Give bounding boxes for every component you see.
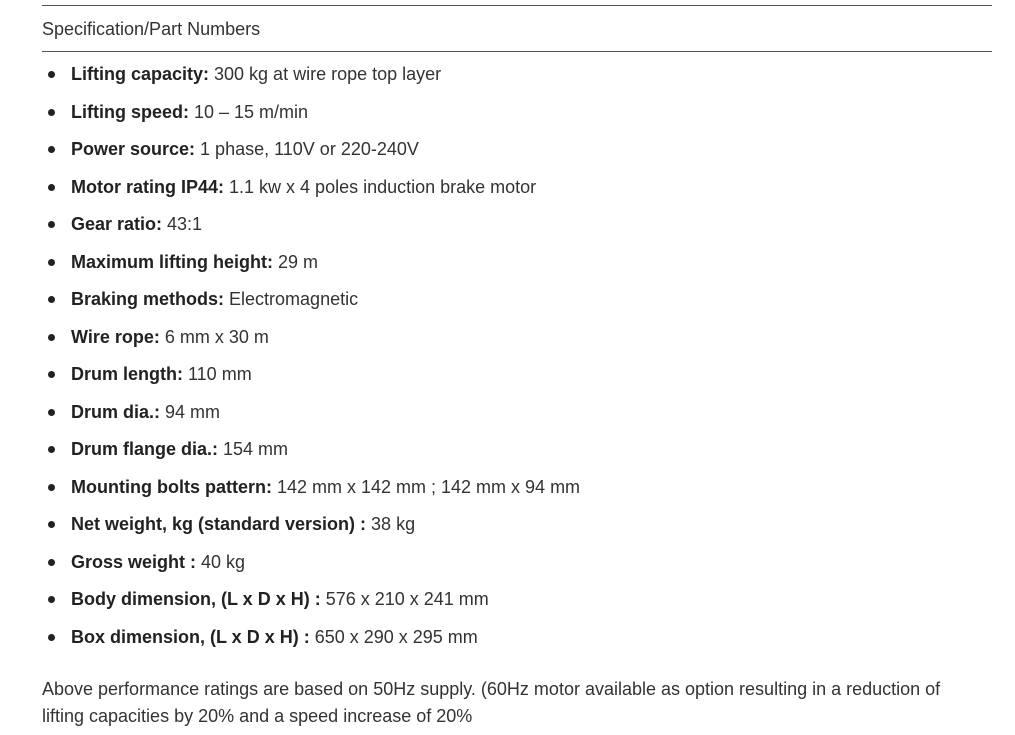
spec-label: Box dimension, (L x D x H) : — [71, 626, 310, 647]
spec-value: 43:1 — [162, 214, 203, 234]
spec-item — [42, 212, 992, 250]
bullet-icon — [48, 296, 55, 303]
spec-value: 1 phase, 110V or 220-240V — [195, 139, 419, 159]
title-divider — [42, 51, 992, 52]
bullet-icon — [48, 71, 55, 78]
spec-value: 10 – 15 m/min — [189, 101, 309, 122]
spec-value: 300 kg at wire rope top layer — [209, 64, 442, 84]
spec-value: 650 x 290 x 295 mm — [309, 626, 478, 647]
bullet-icon — [48, 446, 55, 453]
spec-label: Gear ratio: — [71, 214, 163, 234]
bullet-icon — [48, 334, 55, 341]
spec-value: 576 x 210 x 241 mm — [320, 589, 489, 609]
bullet-icon — [48, 259, 55, 266]
bullet-icon — [48, 109, 55, 116]
section-title: Specification/Part Numbers — [42, 19, 261, 39]
spec-item — [42, 437, 992, 475]
spec-label: Wire rope: — [71, 326, 160, 347]
bullet-icon — [48, 146, 55, 153]
spec-value: 154 mm — [218, 439, 289, 459]
spec-value: 142 mm x 142 mm ; 142 mm x 94 mm — [271, 476, 581, 497]
spec-item — [42, 62, 992, 100]
bullet-icon — [48, 634, 55, 641]
spec-label: Gross weight : — [71, 551, 197, 572]
spec-item — [42, 587, 992, 625]
spec-label: Lifting capacity: — [71, 64, 210, 84]
spec-item — [42, 325, 992, 363]
top-divider — [42, 5, 992, 6]
bullet-icon — [48, 559, 55, 566]
spec-value: 40 kg — [196, 551, 246, 572]
spec-label: Power source: — [71, 139, 196, 159]
bullet-icon — [48, 484, 55, 491]
spec-label: Motor rating IP44: — [71, 176, 225, 197]
spec-label: Lifting speed: — [71, 101, 189, 122]
spec-label: Mounting bolts pattern: — [71, 476, 272, 497]
spec-label: Body dimension, (L x D x H) : — [71, 589, 321, 609]
bullet-icon — [48, 184, 55, 191]
bullet-icon — [48, 521, 55, 528]
spec-label: Drum length: — [71, 364, 183, 384]
spec-label: Braking methods: — [71, 289, 225, 309]
spec-value: 38 kg — [366, 514, 416, 534]
spec-item — [42, 287, 992, 325]
spec-label: Drum dia.: — [71, 401, 161, 422]
spec-item — [42, 137, 992, 175]
bullet-icon — [48, 409, 55, 416]
spec-value: 110 mm — [183, 364, 252, 384]
spec-item — [42, 100, 992, 138]
performance-note: Above performance ratings are based on 50Hz supply. (60Hz motor available as option resulting in a reduction of lifting capacities by 20% and a speed increase of 20% — [42, 679, 941, 726]
spec-item — [42, 400, 992, 438]
spec-item — [42, 625, 992, 663]
spec-value: 6 mm x 30 m — [159, 326, 269, 347]
spec-value: 94 mm — [160, 401, 221, 422]
spec-list — [42, 62, 992, 662]
spec-item — [42, 475, 992, 513]
spec-item — [42, 250, 992, 288]
spec-item — [42, 550, 992, 588]
spec-value: Electromagnetic — [224, 289, 359, 309]
bullet-icon — [48, 596, 55, 603]
spec-item — [42, 512, 992, 550]
spec-label: Maximum lifting height: — [71, 251, 273, 272]
spec-value: 1.1 kw x 4 poles induction brake motor — [224, 176, 537, 197]
bullet-icon — [48, 221, 55, 228]
bullet-icon — [48, 371, 55, 378]
spec-label: Net weight, kg (standard version) : — [71, 514, 367, 534]
spec-label: Drum flange dia.: — [71, 439, 219, 459]
spec-item — [42, 362, 992, 400]
spec-value: 29 m — [273, 251, 319, 272]
spec-item — [42, 175, 992, 213]
